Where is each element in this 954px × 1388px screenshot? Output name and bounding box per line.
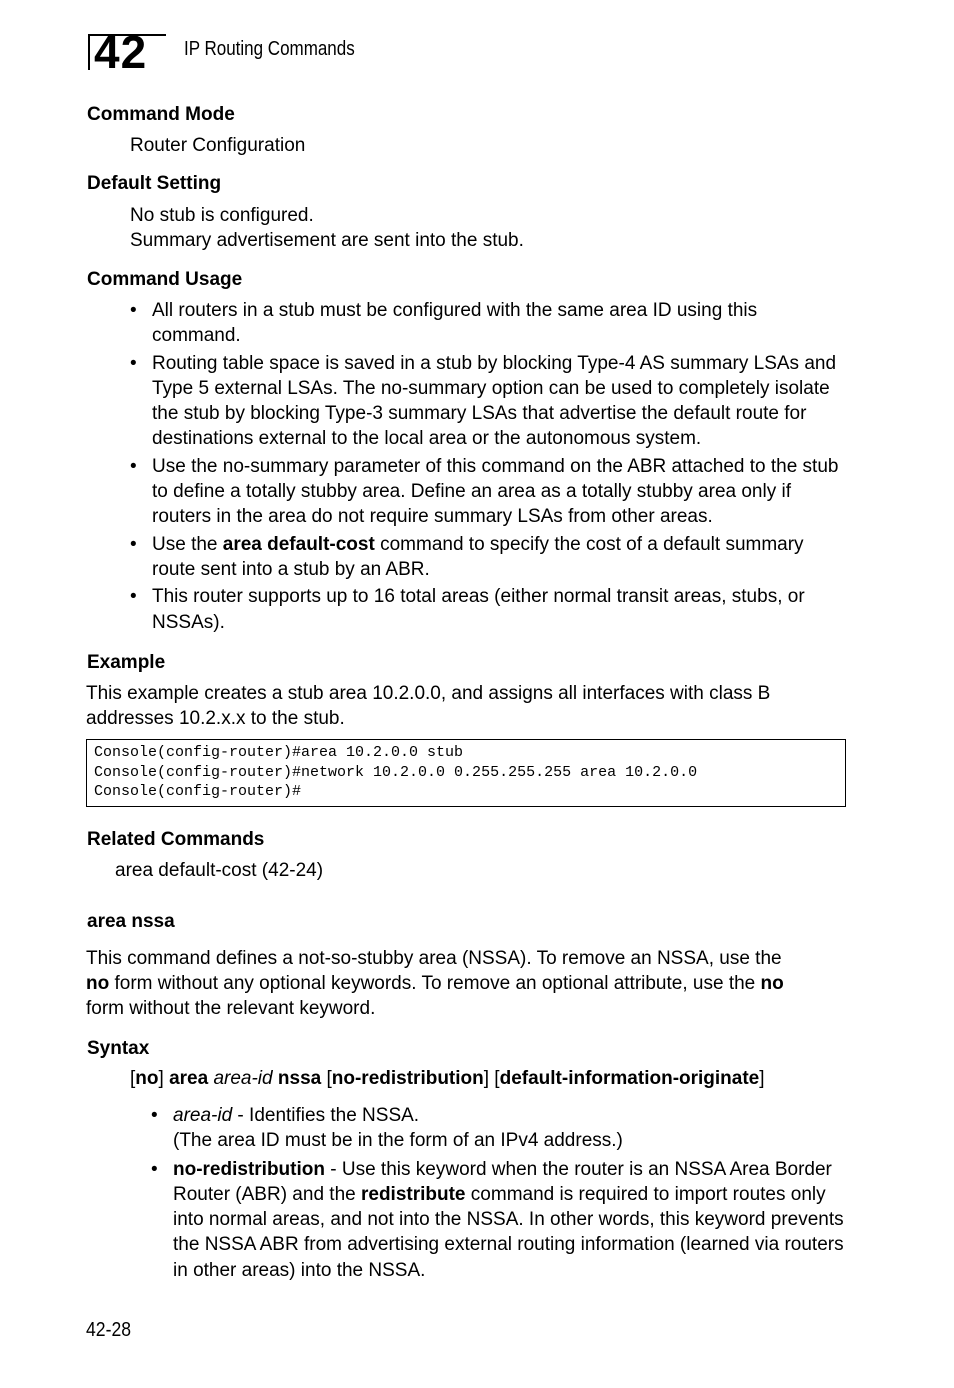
related-commands-heading: Related Commands [87, 829, 265, 850]
syntax-nssa: nssa [277, 1068, 322, 1089]
chapter-number-box [88, 26, 166, 78]
command-keyword: area default-cost [222, 533, 375, 555]
syntax-line [130, 1066, 765, 1091]
bullet-dot: • [130, 352, 137, 374]
description-line-2 [86, 971, 856, 996]
command-mode-text: Router Configuration [130, 135, 306, 156]
code-line: Console(config-router)#network 10.2.0.0 0.255.255.255 area 10.2.0.0 [94, 763, 698, 781]
default-setting-line-1: No stub is configured. [130, 205, 314, 226]
syntax-bracket: ] [158, 1068, 170, 1089]
syntax-no: no [135, 1068, 159, 1089]
page-number: 42-28 [86, 1319, 132, 1341]
code-example-box [86, 739, 846, 807]
code-line: Console(config-router)#area 10.2.0.0 stub [94, 744, 464, 761]
command-usage-list [130, 298, 850, 637]
list-item [151, 1103, 851, 1154]
example-heading: Example [87, 652, 166, 673]
bullet-dot: • [130, 586, 137, 608]
description-line-3: form without the relevant keyword. [86, 998, 376, 1019]
list-item-text: Use the no-summary parameter of this command on the ABR attached to the stub to define a totally stubby area. Define an area as a totally stubby area only if routers in the area do not require summary LSAs from other areas. [152, 455, 839, 528]
default-setting-heading: Default Setting [87, 173, 222, 194]
command-description [86, 946, 856, 1021]
bullet-dot: • [130, 300, 137, 321]
syntax-bracket: [ [321, 1068, 332, 1089]
syntax-bracket: [ [130, 1068, 136, 1089]
parameter-list [151, 1103, 851, 1285]
list-item-text-post: command to specify the cost of a default summary route sent into a stub by an ABR. [152, 533, 804, 580]
bullet-dot: • [130, 533, 137, 555]
param-name: area-id [173, 1105, 233, 1126]
chapter-box-left-rule [88, 34, 90, 70]
list-item-text-pre: Use the [152, 533, 223, 555]
command-mode-heading: Command Mode [87, 104, 235, 125]
code-line: Console(config-router)# [94, 783, 302, 800]
command-keyword: redistribute [360, 1183, 466, 1205]
param-desc: command is required to import routes only into normal areas, and not into the NSSA. In other words, this keyword prevents the NSSA ABR from advertising external routing information (learned via routers in other areas) into the NSSA. [173, 1183, 844, 1281]
param-note: (The area ID must be in the form of an IPv4 address.) [173, 1130, 623, 1152]
bullet-dot: • [130, 455, 137, 477]
related-command-link[interactable]: area default-cost (42-24) [115, 860, 324, 881]
param-desc: - Identifies the NSSA. [232, 1105, 420, 1126]
list-item [130, 532, 850, 583]
command-title: area nssa [87, 911, 175, 932]
list-item-text: This router supports up to 16 total areas (either normal transit areas, stubs, or NSSAs). [152, 586, 805, 633]
list-item [130, 298, 850, 349]
syntax-default-information-originate: default-information-originate [499, 1068, 760, 1089]
list-item-text: Routing table space is saved in a stub by blocking Type-4 AS summary LSAs and Type 5 external LSAs. The no-summary option can be used to completely isolate the stub by blocking Type-3 summary LSAs that advertise the default route for destinations external to the local area or the autonomous system. [152, 352, 837, 450]
no-keyword: no [760, 973, 784, 994]
description-line-1: This command defines a not-so-stubby area (NSSA). To remove an NSSA, use the [86, 948, 782, 969]
list-item [130, 584, 850, 635]
syntax-area-id: area-id [213, 1068, 273, 1089]
chapter-title: IP Routing Commands [184, 38, 355, 60]
chapter-number: 42 [94, 26, 148, 78]
syntax-area: area [169, 1068, 209, 1089]
command-usage-heading: Command Usage [87, 269, 243, 290]
param-name: no-redistribution [173, 1158, 325, 1180]
syntax-bracket: ] [ [483, 1068, 500, 1089]
example-text: This example creates a stub area 10.2.0.0, and assigns all interfaces with class B addresses 10.2.x.x to the stub. [86, 683, 771, 729]
description-text: form without any optional keywords. To remove an optional attribute, use the [109, 973, 761, 994]
list-item [130, 351, 850, 452]
syntax-bracket: ] [759, 1068, 765, 1089]
bullet-dot: • [151, 1158, 158, 1180]
no-keyword: no [86, 973, 110, 994]
syntax-no-redistribution: no-redistribution [331, 1068, 484, 1089]
list-item-text: All routers in a stub must be configured with the same area ID using this command. [152, 300, 758, 347]
syntax-heading: Syntax [87, 1038, 150, 1059]
bullet-dot: • [151, 1105, 158, 1126]
list-item [151, 1157, 851, 1283]
default-setting-line-2: Summary advertisement are sent into the stub. [130, 230, 524, 251]
param-desc: - Use this keyword when the router is an NSSA Area Border Router (ABR) and the [173, 1158, 832, 1205]
list-item [130, 454, 850, 530]
